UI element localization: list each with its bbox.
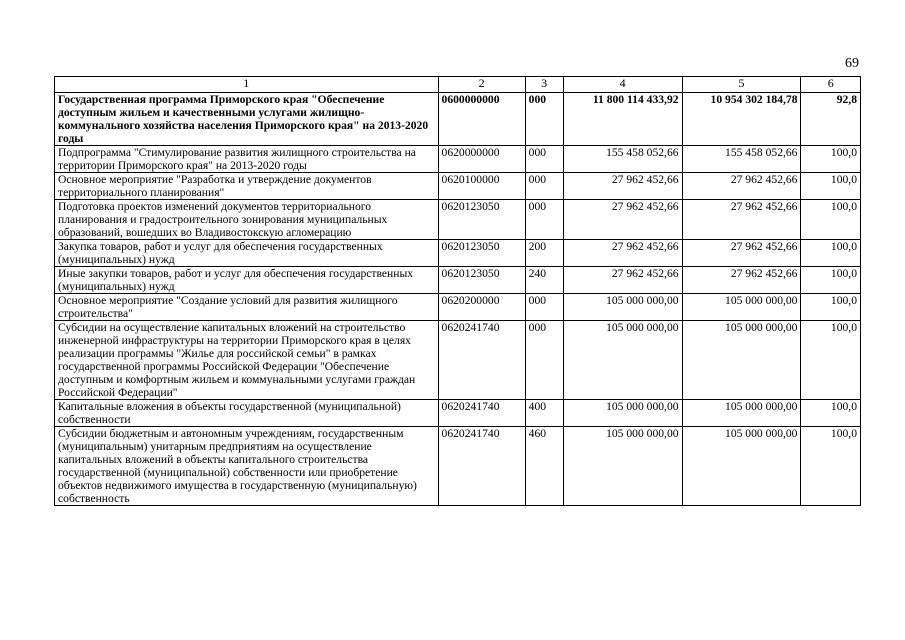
row-percent: 100,0 (801, 321, 861, 400)
header-col-2: 2 (438, 77, 525, 93)
row-executed-amount: 105 000 000,00 (682, 294, 801, 321)
row-planned-amount: 11 800 114 433,92 (563, 93, 682, 146)
row-target-code: 0620241740 (438, 321, 525, 400)
header-col-1: 1 (55, 77, 439, 93)
row-planned-amount: 27 962 452,66 (563, 267, 682, 294)
row-planned-amount: 105 000 000,00 (563, 321, 682, 400)
row-planned-amount: 27 962 452,66 (563, 240, 682, 267)
row-percent: 100,0 (801, 146, 861, 173)
row-name: Основное мероприятие "Разработка и утверждение документов территориального планирования" (55, 173, 439, 200)
row-expense-type: 000 (525, 321, 563, 400)
table-row (55, 240, 861, 267)
row-name: Государственная программа Приморского края "Обеспечение доступным жильем и качественными услугами жилищно-коммунального хозяйства населения Приморского края" на 2013-2020 годы (55, 93, 439, 146)
row-target-code: 0620123050 (438, 267, 525, 294)
row-expense-type: 400 (525, 400, 563, 427)
row-expense-type: 000 (525, 173, 563, 200)
row-target-code: 0620241740 (438, 427, 525, 506)
table-row (55, 427, 861, 506)
row-expense-type: 000 (525, 200, 563, 240)
table-row (55, 146, 861, 173)
row-name: Подпрограмма "Стимулирование развития жилищного строительства на территории Приморского края" на 2013-2020 годы (55, 146, 439, 173)
row-planned-amount: 155 458 052,66 (563, 146, 682, 173)
row-name: Иные закупки товаров, работ и услуг для обеспечения государственных (муниципальных) нужд (55, 267, 439, 294)
row-expense-type: 000 (525, 294, 563, 321)
row-percent: 100,0 (801, 200, 861, 240)
row-executed-amount: 105 000 000,00 (682, 400, 801, 427)
table-row (55, 93, 861, 146)
table-row (55, 173, 861, 200)
table-row (55, 400, 861, 427)
table-row (55, 267, 861, 294)
page-number: 69 (845, 56, 859, 71)
row-target-code: 0620000000 (438, 146, 525, 173)
row-expense-type: 000 (525, 93, 563, 146)
row-target-code: 0620123050 (438, 240, 525, 267)
budget-table (54, 76, 861, 506)
table-row (55, 200, 861, 240)
row-target-code: 0620100000 (438, 173, 525, 200)
table-row (55, 321, 861, 400)
header-col-3: 3 (525, 77, 563, 93)
table-header-row (55, 77, 861, 93)
row-percent: 100,0 (801, 427, 861, 506)
header-col-5: 5 (682, 77, 801, 93)
row-percent: 92,8 (801, 93, 861, 146)
row-expense-type: 000 (525, 146, 563, 173)
row-executed-amount: 27 962 452,66 (682, 173, 801, 200)
row-executed-amount: 105 000 000,00 (682, 321, 801, 400)
row-target-code: 0620241740 (438, 400, 525, 427)
row-executed-amount: 155 458 052,66 (682, 146, 801, 173)
table-row (55, 294, 861, 321)
row-percent: 100,0 (801, 400, 861, 427)
row-planned-amount: 105 000 000,00 (563, 400, 682, 427)
row-executed-amount: 27 962 452,66 (682, 240, 801, 267)
row-percent: 100,0 (801, 240, 861, 267)
row-planned-amount: 27 962 452,66 (563, 200, 682, 240)
row-percent: 100,0 (801, 294, 861, 321)
row-name: Субсидии бюджетным и автономным учреждениям, государственным (муниципальным) унитарным предприятиям на осуществление капитальных вложений в объекты капитального строительства государственной (муниципальной) собственности или приобретение объектов недвижимого имущества в государственную (муниципальную) собственность (55, 427, 439, 506)
row-name: Капитальные вложения в объекты государственной (муниципальной) собственности (55, 400, 439, 427)
row-planned-amount: 105 000 000,00 (563, 427, 682, 506)
row-name: Субсидии на осуществление капитальных вложений на строительство инженерной инфраструктуры на территории Приморского края в целях реализации программы "Жилье для российской семьи" в рамках государственной программы Российской Федерации "Обеспечение доступным и комфортным жильем и коммунальными услугами граждан Российской Федерации" (55, 321, 439, 400)
row-target-code: 0620123050 (438, 200, 525, 240)
row-executed-amount: 27 962 452,66 (682, 200, 801, 240)
row-target-code: 0620200000 (438, 294, 525, 321)
row-planned-amount: 27 962 452,66 (563, 173, 682, 200)
row-planned-amount: 105 000 000,00 (563, 294, 682, 321)
header-col-4: 4 (563, 77, 682, 93)
row-name: Подготовка проектов изменений документов территориального планирования и градостроительного зонирования муниципальных образований, вошедших во Владивостокскую агломерацию (55, 200, 439, 240)
row-executed-amount: 10 954 302 184,78 (682, 93, 801, 146)
row-target-code: 0600000000 (438, 93, 525, 146)
row-name: Закупка товаров, работ и услуг для обеспечения государственных (муниципальных) нужд (55, 240, 439, 267)
row-percent: 100,0 (801, 173, 861, 200)
row-expense-type: 460 (525, 427, 563, 506)
row-percent: 100,0 (801, 267, 861, 294)
row-name: Основное мероприятие "Создание условий для развития жилищного строительства" (55, 294, 439, 321)
row-executed-amount: 105 000 000,00 (682, 427, 801, 506)
row-expense-type: 200 (525, 240, 563, 267)
row-executed-amount: 27 962 452,66 (682, 267, 801, 294)
header-col-6: 6 (801, 77, 861, 93)
row-expense-type: 240 (525, 267, 563, 294)
